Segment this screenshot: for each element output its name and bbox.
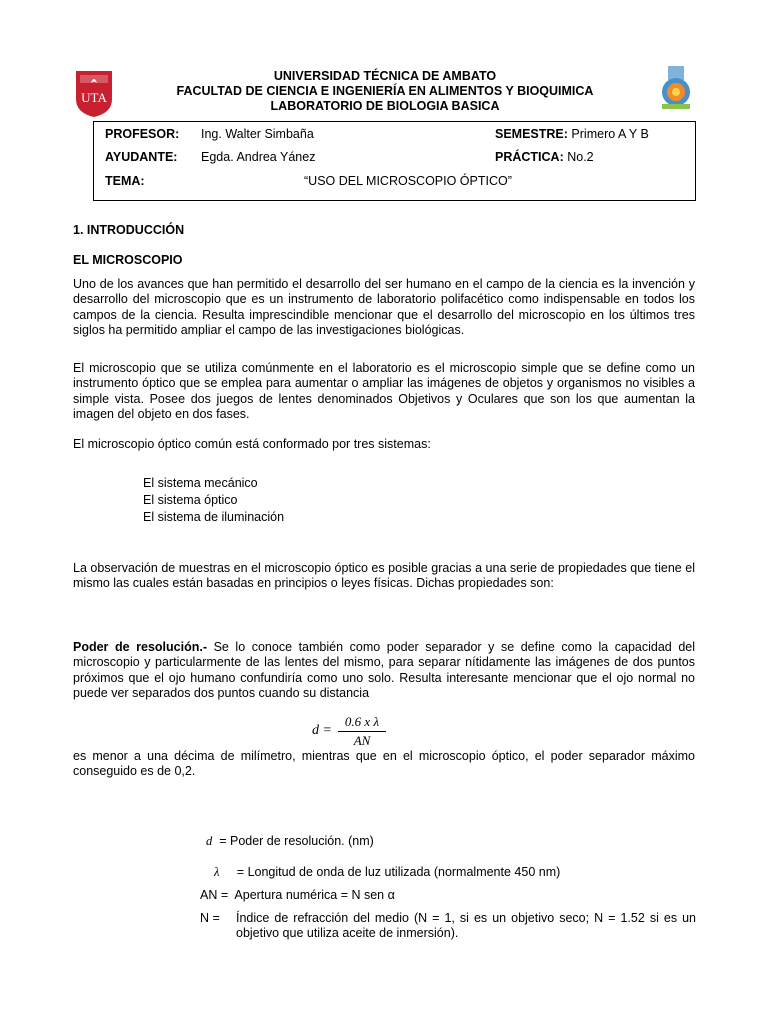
definition-symbol: λ <box>214 865 220 879</box>
definition-an <box>200 888 395 903</box>
paragraph-6: es menor a una décima de milímetro, mientras que en el microscopio óptico, el poder separador máximo conseguido es de 0,2. <box>73 749 695 779</box>
definition-symbol: N = <box>200 911 220 925</box>
definition-text: Índice de refracción del medio (N = 1, si es un objetivo seco; N = 1.52 si es un objetivo que utiliza aceite de inmersión). <box>236 911 696 941</box>
practica-value: No.2 <box>567 150 594 164</box>
semestre-value: Primero A Y B <box>571 127 649 141</box>
list-item-text: El sistema óptico <box>143 493 238 507</box>
ayudante-value: Egda. Andrea Yánez <box>201 150 316 164</box>
paragraph-5-body: Se lo conoce también como poder separador y se define como la capacidad del microscopio y particularmente de las lentes del mismo, para separar nítidamente las imágenes de dos puntos próximos que el ojo humano confundiría como uno solo. Resulta interesante mencionar que el ojo normal no puede ver separados dos puntos cuando su distancia <box>73 640 695 700</box>
definition-symbol: AN = <box>200 888 229 902</box>
faculty-logo <box>656 64 696 112</box>
profesor-row <box>105 127 179 142</box>
paragraph-2: El microscopio que se utiliza comúnmente en el laboratorio es el microscopio simple que se define como un instrumento óptico que se emplea para aumentar o ampliar las imágenes de objetos y organismos no visibles a simple vista. Posee dos juegos de lentes denominados Objetivos y Oculares que son los que aumentan la imagen del objeto en dos fases. <box>73 361 695 421</box>
profesor-label: PROFESOR: <box>105 127 180 141</box>
list-item-text: El sistema mecánico <box>143 476 258 490</box>
formula-numerator: 0.6 x λ <box>344 714 380 729</box>
definition-text: = Longitud de onda de luz utilizada (normalmente 450 nm) <box>236 865 561 879</box>
ayudante-row <box>105 150 177 165</box>
uta-logo <box>74 69 114 119</box>
paragraph-3: El microscopio óptico común está conformado por tres sistemas: <box>73 437 431 451</box>
list-item <box>118 493 237 508</box>
fraction-bar <box>338 731 386 732</box>
university-name: UNIVERSIDAD TÉCNICA DE AMBATO <box>273 69 497 83</box>
semestre-row <box>495 127 649 142</box>
tema-label: TEMA: <box>105 174 145 188</box>
formula-denominator: AN <box>353 733 371 748</box>
paragraph-1: Uno de los avances que han permitido el desarrollo del ser humano en el campo de la ciencia es la invención y desarrollo del microscopio que es un instrumento de laboratorio polifacético como indispensable en todos los campos de la ciencia. Resulta imprescindible mencionar que el desarrollo del microscopio en los últimos tres siglos ha permitido ampliar el campo de las investigaciones biológicas. <box>73 277 695 337</box>
ayudante-label: AYUDANTE: <box>105 150 178 164</box>
subsection-title: EL MICROSCOPIO <box>73 253 183 267</box>
practica-row <box>495 150 594 165</box>
tema-value: “USO DEL MICROSCOPIO ÓPTICO” <box>304 174 512 188</box>
faculty-name: FACULTAD DE CIENCIA E INGENIERÍA EN ALIMENTOS Y BIOQUIMICA <box>176 84 594 98</box>
practica-label: PRÁCTICA: <box>495 150 564 164</box>
list-item <box>118 476 258 491</box>
semestre-label: SEMESTRE: <box>495 127 568 141</box>
definition-text: Apertura numérica = N sen α <box>234 888 395 902</box>
laboratory-name: LABORATORIO DE BIOLOGIA BASICA <box>270 99 500 113</box>
formula-lhs: d = <box>312 723 332 738</box>
tema-row <box>105 174 145 189</box>
definition-lambda <box>214 865 560 880</box>
uta-logo-text: UTA <box>81 90 107 105</box>
resolution-formula <box>312 714 392 750</box>
paragraph-5 <box>73 640 695 701</box>
list-item <box>118 510 284 525</box>
term-poder-resolucion: Poder de resolución.- <box>73 640 207 654</box>
section-title: 1. INTRODUCCIÓN <box>73 223 185 237</box>
definition-d <box>206 834 374 849</box>
list-item-text: El sistema de iluminación <box>143 510 285 524</box>
paragraph-4: La observación de muestras en el microscopio óptico es posible gracias a una serie de propiedades que tiene el mismo las cuales están basadas en principios o leyes físicas. Dichas propiedades son: <box>73 561 695 591</box>
definition-symbol: d <box>206 834 213 848</box>
definition-text: = Poder de resolución. (nm) <box>219 834 374 848</box>
profesor-value: Ing. Walter Simbaña <box>201 127 314 141</box>
